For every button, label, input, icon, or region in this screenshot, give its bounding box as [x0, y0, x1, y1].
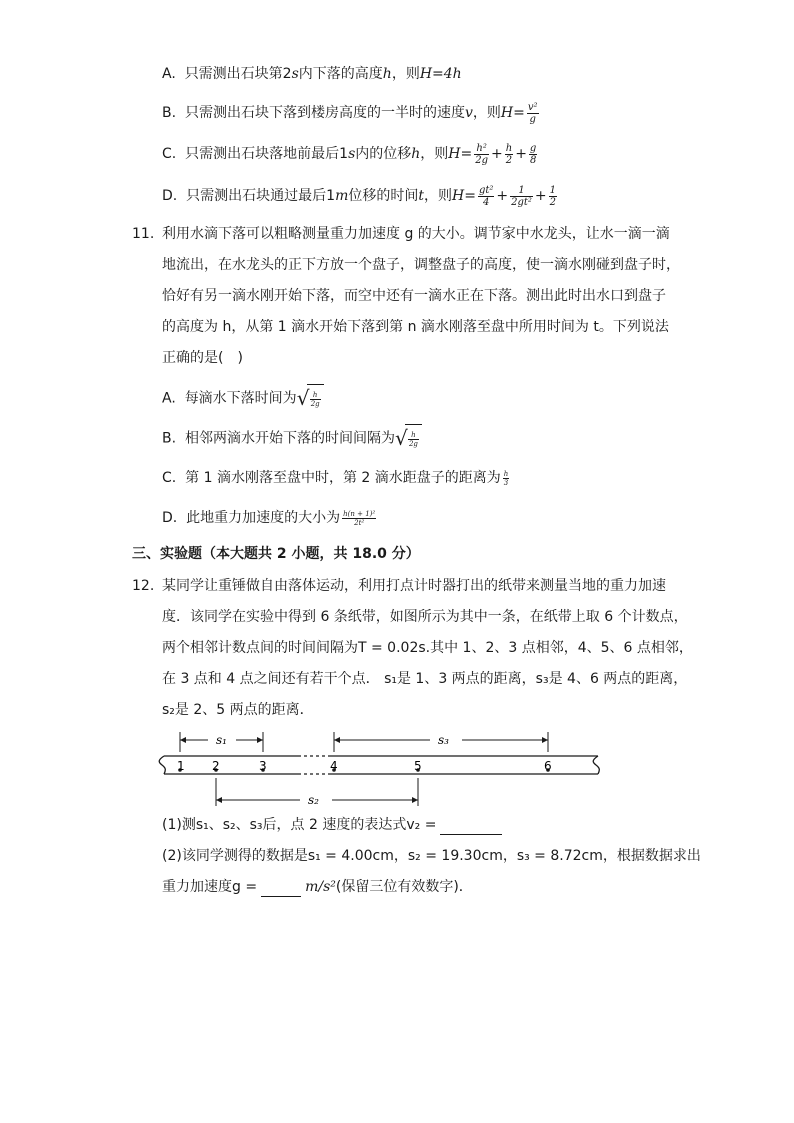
q11-stem-line-1: 利用水滴下落可以粗略测量重力加速度 g 的大小。调节家中水龙头，让水一滴一滴: [162, 226, 670, 242]
tape-right-tear: [593, 756, 599, 774]
point-label-6: 6: [544, 759, 552, 773]
q10c-fraction-2: $\frac{h}{2}$: [505, 142, 513, 166]
q11-option-d: D. 此地重力加速度的大小为 $\frac{\text{h(n + 1)²}}{\text{2t²}}$: [162, 509, 376, 527]
q11d-fraction: $\frac{\text{h(n + 1)²}}{\text{2t²}}$: [343, 509, 376, 527]
q11-stem-line-5: 正确的是( ): [162, 350, 243, 366]
s3-arrowhead-left: [334, 737, 340, 743]
q11-option-b: B. 相邻两滴水开始下落的时间间隔为 √ $\frac{h}{2g}$: [162, 424, 422, 453]
q11-number: 11.: [132, 226, 155, 242]
q12-stem-line-5: s₂是 2、5 两点的距离．: [162, 702, 314, 718]
answer-blank-v2: [440, 818, 502, 835]
q12-subquestion-2-line-1: (2)该同学测得的数据是s₁ = 4.00cm，s₂ = 19.30cm，s₃ = 8.72cm，根据数据求出: [162, 848, 701, 864]
paper-tape-figure: [150, 724, 610, 816]
q12-subquestion-1: (1)测s₁、s₂、s₃后，点 2 速度的表达式v₂ =: [162, 815, 502, 835]
s3-label: s₃: [438, 733, 449, 747]
point-label-5: 5: [414, 759, 422, 773]
q12-stem-line-2: 度．该同学在实验中得到 6 条纸带，如图所示为其中一条，在纸带上取 6 个计数点，: [162, 609, 688, 625]
answer-blank-g: [261, 880, 301, 897]
s2-arrowhead-left: [216, 797, 222, 803]
q11-option-c: C. 第 1 滴水刚落至盘中时，第 2 滴水距盘子的距离为 $\frac{h}{3}$: [162, 469, 509, 487]
s2-arrowhead-right: [412, 797, 418, 803]
q11-option-a: A. 每滴水下落时间为 √ $\frac{h}{2g}$: [162, 384, 324, 413]
q10-option-b: B. 只需测出石块下落到楼房高度的一半时的速度v，则H= $\frac{\text{v²}}{g}$: [162, 101, 538, 125]
q11-stem-line-2: 地流出，在水龙头的正下方放一个盘子，调整盘子的高度，使一滴水刚碰到盘子时，: [162, 257, 680, 273]
sqrt-symbol: √ $\frac{h}{2g}$: [297, 384, 324, 413]
q12-number: 12.: [132, 578, 155, 594]
q11-stem-line-4: 的高度为 h，从第 1 滴水开始下落到第 n 滴水刚落至盘中所用时间为 t。下列说法: [162, 319, 669, 335]
q12-subquestion-2-line-2: 重力加速度g = m/s²(保留三位有效数字)．: [162, 879, 473, 895]
s3-arrowhead-right: [542, 737, 548, 743]
tape-left-tear: [159, 756, 165, 774]
q10d-fraction-2: $\frac{1}{\text{2gt²}}$: [511, 184, 532, 208]
point-label-4: 4: [330, 759, 338, 773]
q10b-fraction: $\frac{\text{v²}}{g}$: [527, 101, 538, 125]
q12-stem-line-3: 两个相邻计数点间的时间间隔为T = 0.02s.其中 1、2、3 点相邻，4、5、6 点相邻，: [162, 640, 693, 656]
q10d-fraction-3: $\frac{1}{2}$: [549, 184, 557, 208]
q11c-fraction: $\frac{h}{3}$: [503, 469, 509, 487]
q10c-fraction-1: $\frac{\text{h²}}{2g}$: [475, 142, 488, 166]
q10c-fraction-3: $\frac{g}{8}$: [529, 142, 537, 166]
point-label-2: 2: [212, 759, 220, 773]
q10-option-c: C. 只需测出石块落地前最后1s内的位移h，则H= $\frac{\text{h²}}{2g}$ + $\frac{h}{2}$ + $\frac{g}{8}$: [162, 142, 537, 166]
s2-label: s₂: [308, 793, 319, 807]
section-heading: 三、实验题（本大题共 2 小题，共 18.0 分）: [132, 546, 420, 562]
q10d-fraction-1: $\frac{\text{gt²}}{4}$: [478, 184, 494, 208]
q10-option-a: A. 只需测出石块第2s内下落的高度h，则H=4h: [162, 66, 462, 82]
q12-stem-line-1: 某同学让重锤做自由落体运动，利用打点计时器打出的纸带来测量当地的重力加速: [162, 578, 666, 594]
q12-stem-line-4: 在 3 点和 4 点之间还有若干个点． s₁是 1、3 两点的距离，s₃是 4、6 两点的距离，: [162, 671, 688, 687]
point-label-1: 1: [177, 759, 185, 773]
sqrt-symbol: √ $\frac{h}{2g}$: [395, 424, 422, 453]
point-label-3: 3: [259, 759, 267, 773]
q11-stem-line-3: 恰好有另一滴水刚开始下落，而空中还有一滴水正在下落。测出此时出水口到盘子: [162, 288, 666, 304]
s1-arrowhead-right: [257, 737, 263, 743]
s1-arrowhead-left: [180, 737, 186, 743]
s1-label: s₁: [216, 733, 227, 747]
q10-option-d: D. 只需测出石块通过最后1m位移的时间t，则H= $\frac{\text{gt²}}{4}$ + $\frac{1}{\text{2gt²}}$ + $\frac{1}{2}$: [162, 184, 557, 208]
